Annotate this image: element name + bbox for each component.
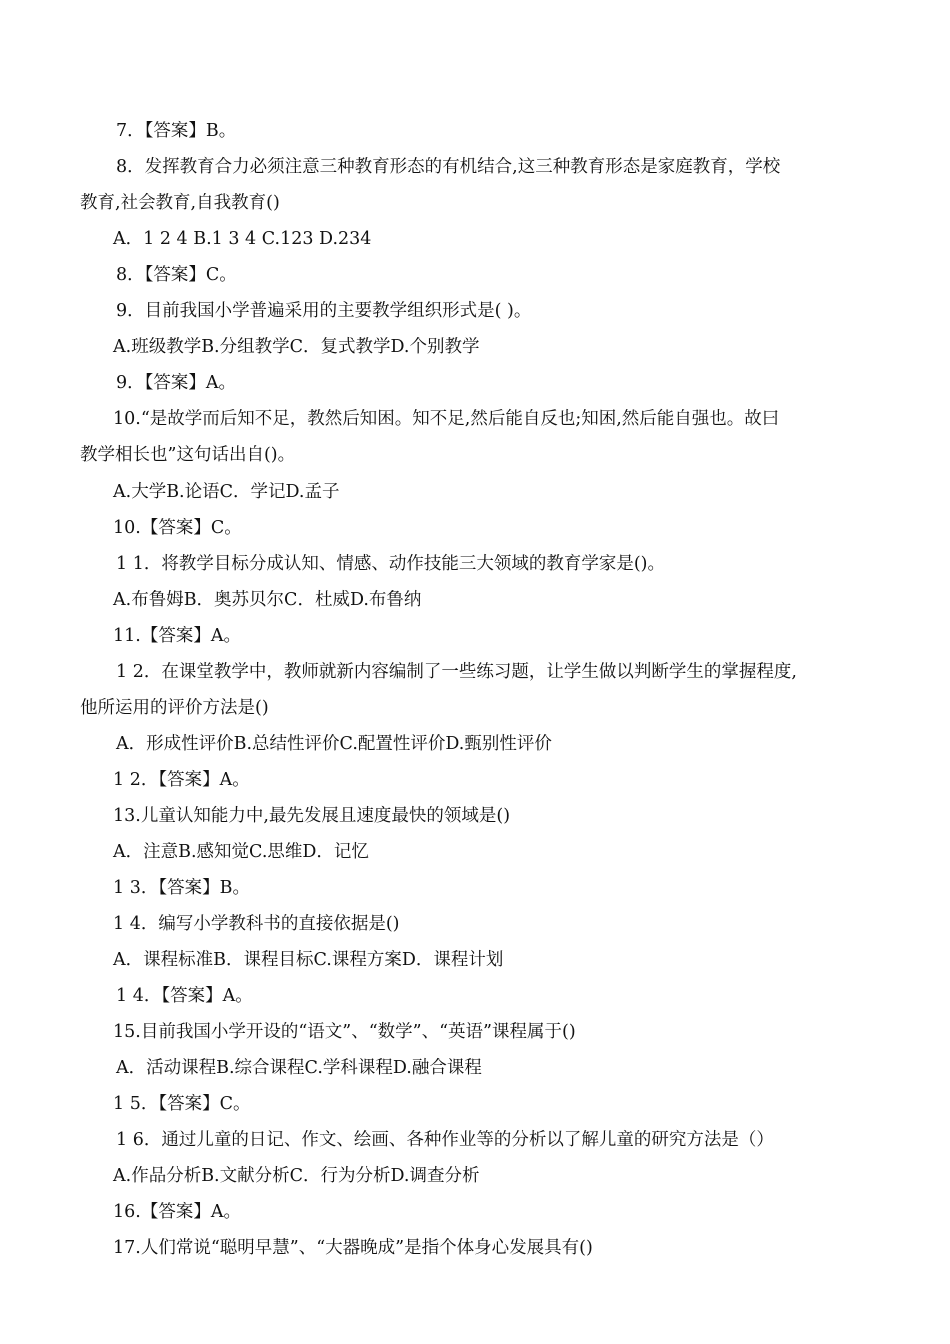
question-line-8: 8．发挥教育合力必须注意三种教育形态的有机结合,这三种教育形态是家庭教育，学校 [116, 157, 781, 177]
question-line-17: 17.人们常说“聪明早慧”、“大器晚成”是指个体身心发展具有() [113, 1238, 593, 1258]
options-line-9: A.班级教学B.分组教学C．复式教学D.个别教学 [113, 337, 480, 357]
answer-line-15: 1 5．【答案】C。 [113, 1094, 251, 1114]
question-line-14: 1 4．编写小学教科书的直接依据是() [113, 914, 400, 934]
answer-line-14: 1 4．【答案】A。 [116, 986, 253, 1006]
question-line-16: 1 6．通过儿童的日记、作文、绘画、各种作业等的分析以了解儿童的研究方法是（） [116, 1130, 774, 1150]
question-line-8-cont: 教育,社会教育,自我教育() [80, 193, 280, 213]
answer-line-12: 1 2．【答案】A。 [113, 770, 250, 790]
question-line-12: 1 2．在课堂教学中，教师就新内容编制了一些练习题，让学生做以判断学生的掌握程度, [116, 662, 797, 682]
question-line-10-cont: 教学相长也”这句话出自()。 [80, 445, 296, 465]
options-line-8: A．1 2 4 B.1 3 4 C.123 D.234 [113, 229, 372, 249]
options-line-13: A．注意B.感知觉C.思维D．记忆 [113, 842, 369, 862]
answer-line-8: 8．【答案】C。 [116, 265, 237, 285]
question-line-12-cont: 他所运用的评价方法是() [80, 698, 269, 718]
options-line-10: A.大学B.论语C．学记D.孟子 [113, 482, 340, 502]
answer-line-9: 9．【答案】A。 [116, 373, 237, 393]
question-line-10: 10.“是故学而后知不足，教然后知困。知不足,然后能自反也;知困,然后能自强也。故曰 [113, 409, 780, 429]
answer-line-10: 10.【答案】C。 [113, 518, 242, 538]
question-line-11: 1 1．将教学目标分成认知、情感、动作技能三大领域的教育学家是()。 [116, 554, 665, 574]
answer-line-11: 11.【答案】A。 [113, 626, 241, 646]
options-line-14: A．课程标准B．课程目标C.课程方案D．课程计划 [113, 950, 504, 970]
answer-line-16: 16.【答案】A。 [113, 1202, 241, 1222]
question-line-13: 13.儿童认知能力中,最先发展且速度最快的领域是() [113, 806, 511, 826]
answer-line-13: 1 3．【答案】B。 [113, 878, 250, 898]
options-line-12: A．形成性评价B.总结性评价C.配置性评价D.甄别性评价 [116, 734, 552, 754]
options-line-16: A.作品分析B.文献分析C．行为分析D.调查分析 [113, 1166, 480, 1186]
answer-line-7: 7．【答案】B。 [116, 121, 237, 141]
question-line-9: 9．目前我国小学普遍采用的主要教学组织形式是( )。 [116, 301, 532, 321]
question-line-15: 15.目前我国小学开设的“语文”、“数学”、“英语”课程属于() [113, 1022, 576, 1042]
options-line-15: A．活动课程B.综合课程C.学科课程D.融合课程 [116, 1058, 482, 1078]
options-line-11: A.布鲁姆B．奥苏贝尔C．杜威D.布鲁纳 [113, 590, 422, 610]
